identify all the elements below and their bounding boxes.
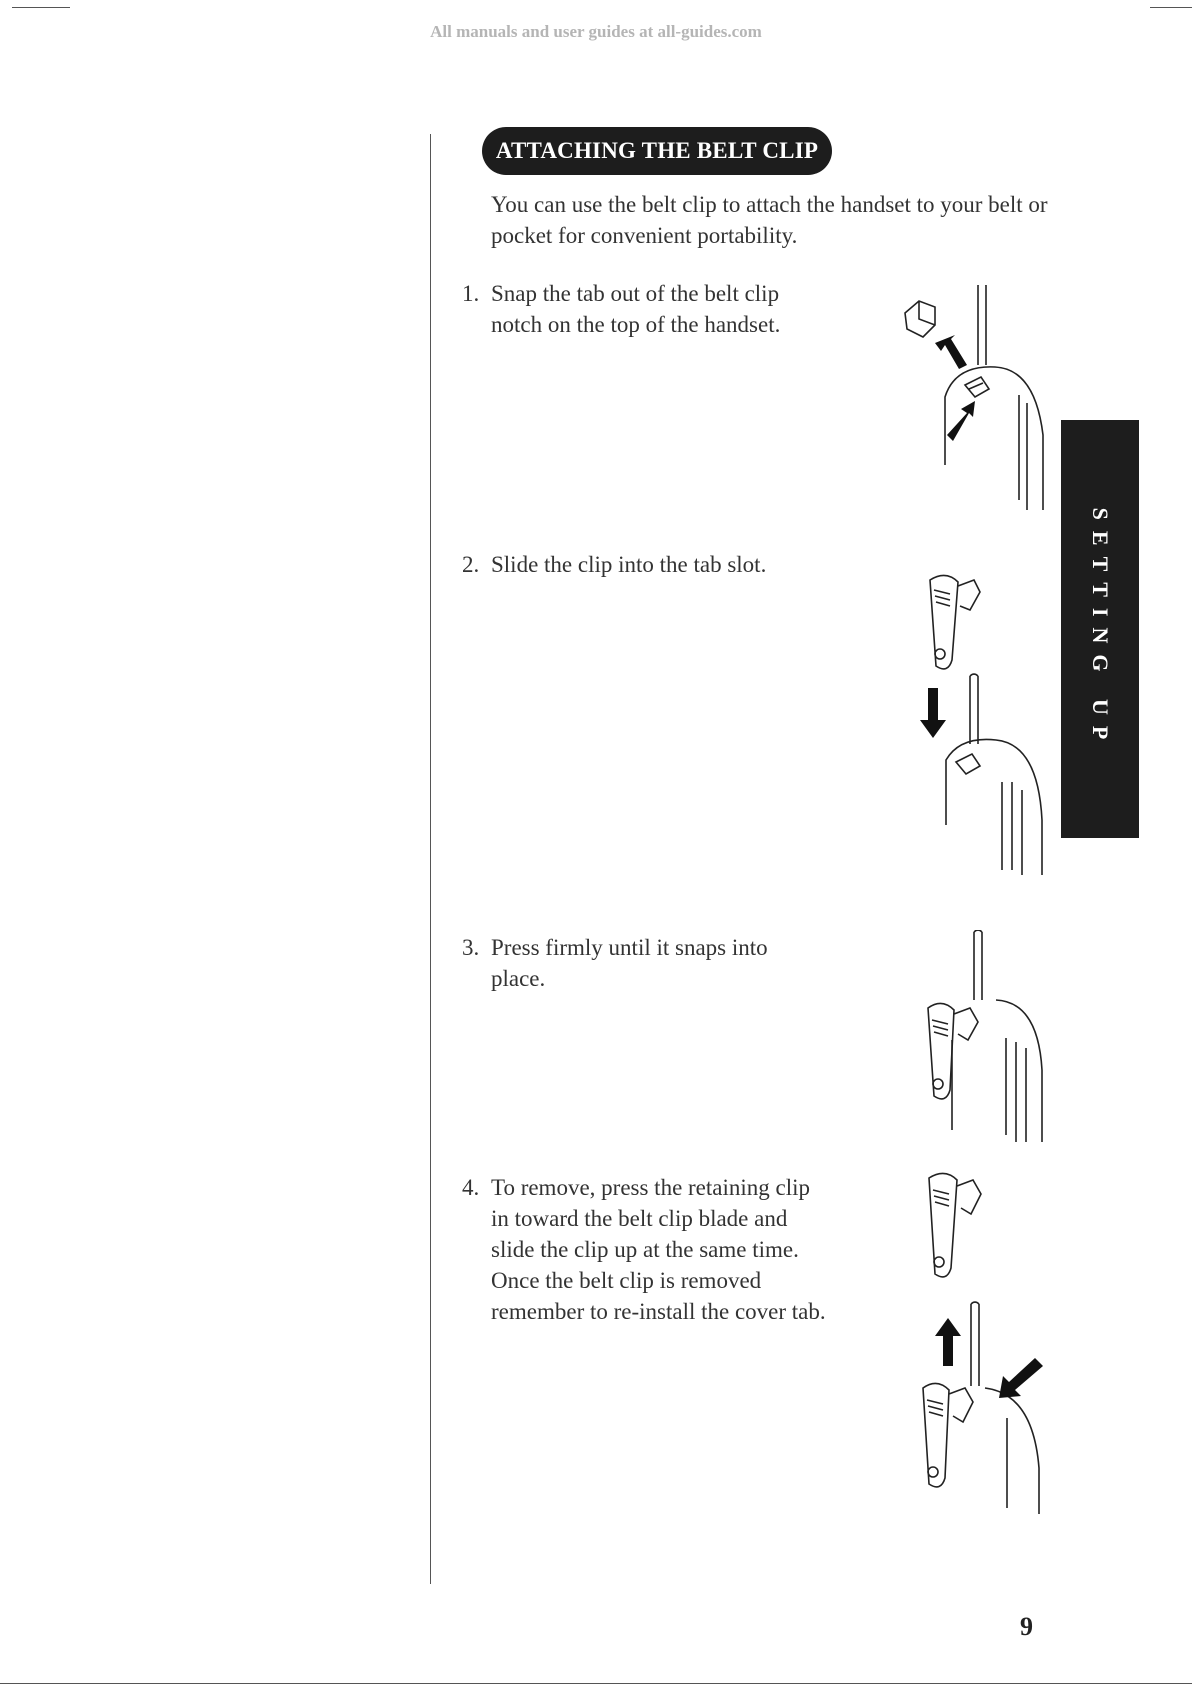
intro-paragraph: You can use the belt clip to attach the handset to your belt or pocket for convenient portability. (491, 192, 1048, 248)
cover-tab-icon (905, 301, 935, 337)
step-1-illustration (895, 285, 1065, 515)
step-2-illustration (920, 570, 1065, 880)
arrow-icon (935, 1318, 1043, 1398)
step-3 (462, 932, 842, 994)
belt-clip-icon (928, 1003, 978, 1098)
arrow-icon (935, 335, 975, 441)
section-side-tab (1061, 420, 1139, 838)
handset-icon (971, 1302, 1039, 1514)
step-1 (462, 278, 842, 340)
handset-icon (952, 930, 1042, 1142)
step-number: 1. (462, 281, 480, 306)
belt-clip-icon (929, 1173, 981, 1276)
column-divider (430, 134, 431, 1584)
step-text: Slide the clip into the tab slot. (491, 552, 767, 577)
arrow-icon (920, 688, 946, 738)
step-3-illustration (920, 930, 1065, 1145)
handset-icon (946, 674, 1042, 875)
step-text: Snap the tab out of the belt clip notch on the top of the handset. (491, 281, 781, 337)
watermark: All manuals and user guides at all-guides.com (430, 22, 762, 41)
step-text: Press firmly until it snaps into place. (491, 935, 768, 991)
handset-icon (945, 285, 1043, 510)
step-4 (462, 1172, 842, 1327)
step-2 (462, 549, 842, 580)
section-title: ATTACHING THE BELT CLIP (482, 127, 832, 175)
side-tab-label: SETTING UP (1088, 507, 1113, 751)
step-number: 4. (462, 1175, 480, 1200)
crop-mark-top-right (1150, 7, 1192, 8)
page-number: 9 (1020, 1612, 1033, 1641)
belt-clip-icon (930, 575, 980, 668)
step-number: 2. (462, 552, 480, 577)
crop-mark-top-left (12, 7, 70, 8)
step-number: 3. (462, 935, 480, 960)
step-4-illustration (915, 1168, 1065, 1518)
crop-mark-bottom (0, 1683, 1192, 1684)
step-text: To remove, press the retaining clip in toward the belt clip blade and slide the clip up at the same time. Once the belt clip is removed remember to re-install the cover tab. (491, 1175, 826, 1324)
